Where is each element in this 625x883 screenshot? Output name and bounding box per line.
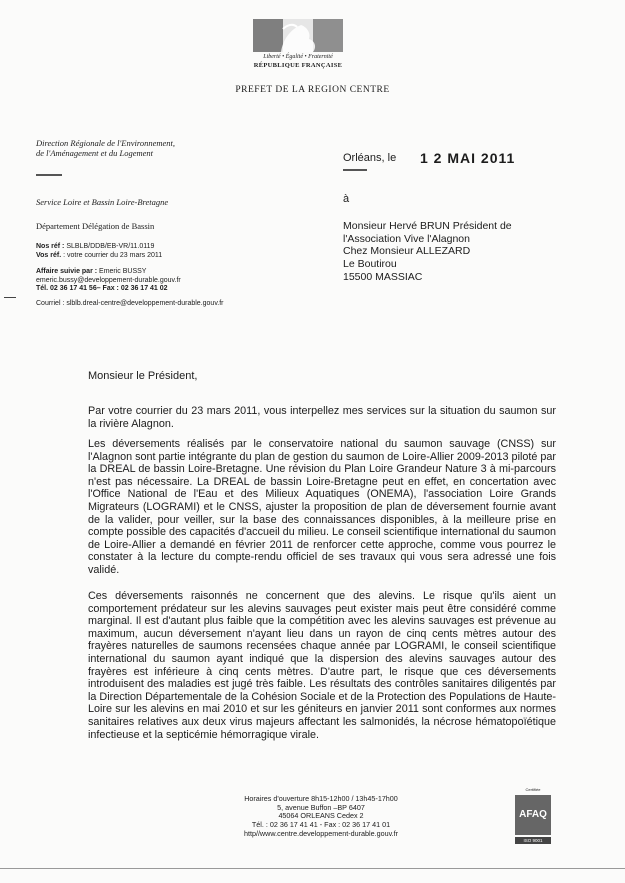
footer-line: Tél. : 02 36 17 41 41 - Fax : 02 36 17 41 01: [251, 820, 391, 830]
scan-edge: [0, 868, 625, 869]
service-name: Service Loire et Bassin Loire-Bretagne: [36, 197, 169, 207]
nos-ref: Nos réf : SLBLB/DDB/EB-VR/11.0119: [36, 243, 155, 250]
afaq-mark: AFAQ: [515, 795, 551, 835]
fold-mark: [4, 297, 16, 298]
paragraph-1: Par votre courrier du 23 mars 2011, vous interpellez mes services sur la situation du saumon sur la rivière Alagnon.: [88, 405, 556, 430]
recipient-line: Chez Monsieur ALLEZARD: [343, 245, 471, 258]
iso-standard: ISO 9001: [515, 837, 551, 844]
recipient-line: Monsieur Hervé BRUN Président de: [343, 220, 512, 232]
paragraph-3: Ces déversements raisonnés ne concernent que des alevins. Le risque qu'ils aient un comportement prédateur sur les alevins sauvages peut exister mais peut être considéré comme marginal. Il est d'autant plus faible que la compétition avec les alevins sauvages est prévenue au maximum, aucun déversement n'ayant lieu dans un rayon de cinq cents mètres autour des frayères naturelles de saumons recensées chaque année par LOGRAMI, le conseil scientifique international du saumon ayant indiqué que la dispersion des alevins sauvages autour des frayères est inférieure à cinq cents mètres. D'autre part, le risque que ces déversements introduisent des maladies est jugé très faible. Les résultats des contrôles sanitaires diligentés par la Direction Départementale de la Cohésion Sociale et de la Protection des Populations de Haute-Loire sur les alevins en mai 2010 et sur les géniteurs en janvier 2011 sont conformes aux normes sanitaires relatives aux deux virus majeurs affectant les salmonidés, la nécrose hématopoïétique infectieuse et la septicémie hémorragique virale.: [88, 590, 556, 741]
recipient-address: [343, 220, 543, 284]
footer-line: 5, avenue Buffon –BP 6407: [277, 802, 365, 812]
contact-phone: Tél. 02 36 17 41 56– Fax : 02 36 17 41 02: [36, 285, 168, 293]
footer-line: Horaires d'ouverture 8h15-12h00 / 13h45-17h00: [244, 794, 398, 803]
divider: [343, 169, 367, 171]
salutation: Monsieur le Président,: [88, 370, 198, 382]
prefet-title: PREFET DE LA REGION CENTRE: [235, 85, 390, 95]
references: [36, 243, 162, 260]
date-stamp: 1 2 MAI 2011: [420, 150, 516, 166]
affaire-suivie: Affaire suivie par : Emeric BUSSY: [36, 268, 147, 275]
contact-email: emeric.bussy@developpement-durable.gouv.fr: [36, 276, 181, 284]
footer-line: 45064 ORLEANS Cedex 2: [278, 811, 364, 821]
place: Orléans, le: [343, 152, 397, 164]
marianne-silhouette-icon: [253, 19, 343, 52]
recipient-line: 15500 MASSIAC: [343, 270, 423, 283]
footer-address: [210, 795, 432, 839]
recipient-a: à: [343, 193, 350, 205]
divider: [36, 174, 62, 176]
direction-line-2: de l'Aménagement et du Logement: [36, 148, 154, 158]
direction-line-1: Direction Régionale de l'Environnement,: [36, 138, 176, 148]
afaq-certification-badge: [515, 787, 551, 849]
vos-ref: Vos réf. : votre courrier du 23 mars 2011: [36, 251, 163, 259]
department-name: Département Délégation de Bassin: [36, 221, 155, 231]
recipient-line: Le Boutirou: [343, 258, 397, 271]
republic-name: RÉPUBLIQUE FRANÇAISE: [253, 62, 343, 69]
direction-name: [36, 138, 276, 158]
republic-motto: Liberté • Égalité • Fraternité: [263, 54, 333, 60]
paragraph-2: Les déversements réalisés par le conservatoire national du saumon sauvage (CNSS) sur l'Alagnon sont partie intégrante du plan de gestion du saumon de Loire-Allier 2009-2013 piloté par la DREAL de bassin Loire-Bretagne. Une révision du Plan Loire Grandeur Nature 3 à mi-parcours n'est pas nécessaire. La DREAL de bassin Loire-Bretagne peut en effet, en concertation avec l'Office National de l'Eau et des Milieux Aquatiques (ONEMA), l'association Loire Grands Migrateurs (LOGRAMI) et le CNSS, ajuster la proposition de plan de déversement fournie avant de la valider, pour veiller, sur la base des connaissances disponibles, à la meilleure prise en compte possible des capacités d'accueil du milieu. Le conseil scientifique international du saumon de Loire-Allier a demandé en février 2011 de renforcer cette approche, comme vous pourrez le constater à la lecture du compte-rendu officiel de ses travaux qui vous sera adressé une fois validé.: [88, 438, 556, 576]
service-email: Courriel : slblb.dreal-centre@developpement-durable.gouv.fr: [36, 300, 224, 307]
affaire-block: [36, 268, 181, 294]
recipient-line: l'Association Vive l'Alagnon: [343, 232, 470, 245]
footer-line: http//www.centre.developpement-durable.gouv.fr: [243, 828, 399, 838]
certified-label: Certifiée: [525, 787, 541, 792]
